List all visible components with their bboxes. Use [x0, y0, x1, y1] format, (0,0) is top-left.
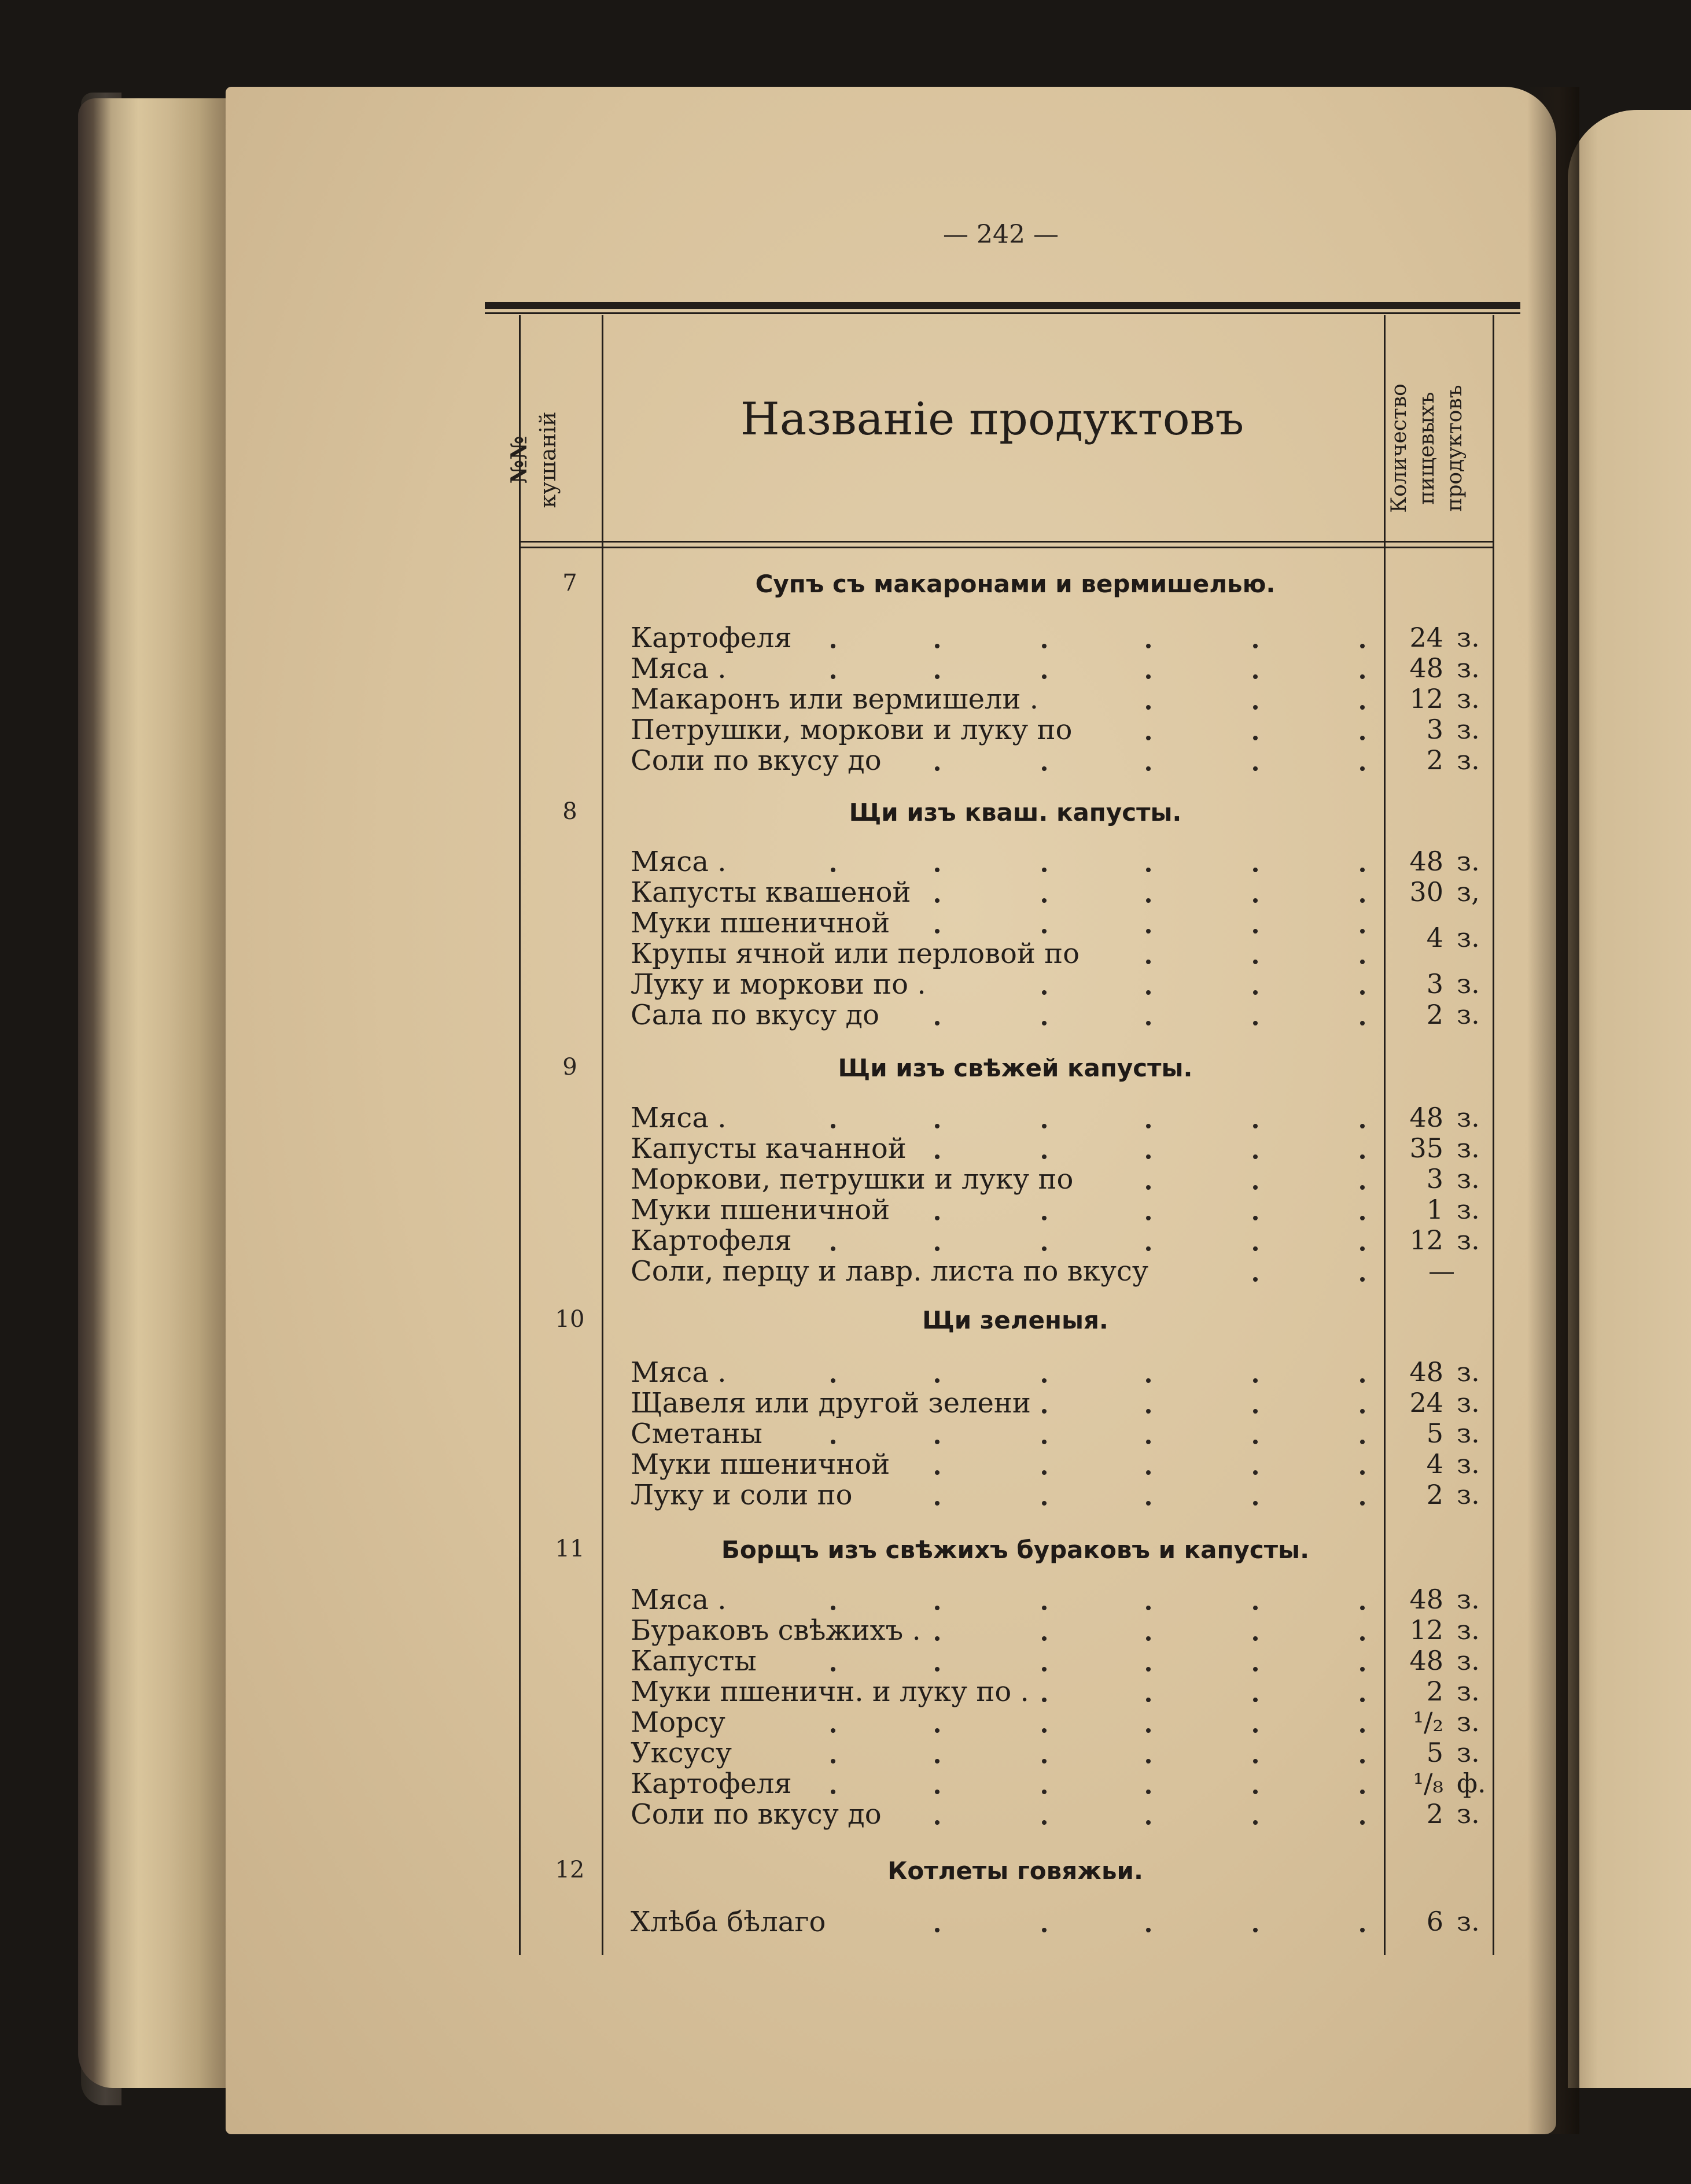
leader-dot [935, 1216, 940, 1220]
qty-value: 2 [1426, 1798, 1443, 1829]
dish-number: 10 [555, 1306, 585, 1333]
qty-unit: з. [1457, 1102, 1480, 1133]
leader-dot [1042, 1246, 1047, 1251]
leader-dot [1146, 1440, 1151, 1444]
leader-dot [1360, 1606, 1365, 1610]
qty-unit: з. [1457, 1737, 1480, 1768]
qty-unit: з. [1457, 1448, 1480, 1480]
leader-dot [935, 1440, 940, 1444]
leader-dot [1253, 1277, 1258, 1282]
leader-dot [1360, 1728, 1365, 1733]
leader-dot [935, 766, 940, 771]
leader-dot [1042, 898, 1047, 903]
qty-value: 3 [1426, 968, 1443, 999]
leader-dot [1360, 1501, 1365, 1506]
leader-dot [1253, 929, 1258, 934]
leader-dot [831, 868, 835, 872]
ingredient-name: Картофеля [631, 1224, 792, 1257]
qty-value: 12 [1409, 1614, 1443, 1646]
ingredient-name: Муки пшеничной [631, 907, 890, 939]
leader-dot [935, 1378, 940, 1383]
leader-dot [1146, 1728, 1151, 1733]
ingredient-name: Щавеля или другой зелени [631, 1387, 1031, 1419]
leader-dot [1253, 1636, 1258, 1641]
leader-dot [935, 1246, 940, 1251]
leader-dot [1146, 1606, 1151, 1610]
qty-value: 2 [1426, 744, 1443, 776]
leader-dot [1360, 1698, 1365, 1702]
leader-dot [1360, 1470, 1365, 1475]
qty-unit: з. [1457, 1356, 1480, 1388]
leader-dot [1360, 705, 1365, 710]
leader-dot [1042, 1759, 1047, 1764]
leader-dot [1146, 990, 1151, 995]
leader-dot [1042, 1667, 1047, 1672]
leader-dot [1146, 1124, 1151, 1128]
qty-value: 24 [1409, 622, 1443, 653]
leader-dot [1042, 1409, 1047, 1414]
leader-dot [935, 1667, 940, 1672]
leader-dot [1146, 929, 1151, 934]
leader-dot [831, 674, 835, 679]
leader-dot [1146, 736, 1151, 740]
leader-dot [1146, 1667, 1151, 1672]
leader-dot [1146, 644, 1151, 648]
dish-number: 9 [562, 1054, 577, 1080]
leader-dot [1360, 898, 1365, 903]
leader-dot [1042, 1378, 1047, 1383]
qty-value: ¹/₈ [1413, 1768, 1443, 1799]
leader-dot [1360, 766, 1365, 771]
ingredient-name: Сала по вкусу до [631, 999, 879, 1031]
leader-dot [1360, 1154, 1365, 1159]
leader-dot [1042, 1124, 1047, 1128]
qty-value: 4 [1426, 922, 1443, 953]
leader-dot [1146, 1501, 1151, 1506]
leader-dot [1146, 898, 1151, 903]
leader-dot [1253, 1440, 1258, 1444]
leader-dot [1042, 1790, 1047, 1794]
qty-unit: з. [1457, 1706, 1480, 1737]
leader-dot [1146, 1021, 1151, 1025]
qty-unit: з. [1457, 1798, 1480, 1829]
leader-dot [1146, 1759, 1151, 1764]
qty-value: 3 [1426, 1163, 1443, 1194]
leader-dot [1360, 1440, 1365, 1444]
leader-dot [1253, 1606, 1258, 1610]
leader-dot [1042, 1606, 1047, 1610]
leader-dot [935, 868, 940, 872]
leader-dot [1042, 1820, 1047, 1825]
leader-dot [1253, 1124, 1258, 1128]
leader-dot [831, 1759, 835, 1764]
leader-dot [1253, 1378, 1258, 1383]
qty-unit: з. [1457, 968, 1480, 999]
qty-unit: з. [1457, 1584, 1480, 1615]
leader-dot [1042, 1636, 1047, 1641]
leader-dot [1042, 1728, 1047, 1733]
leader-dot [1253, 1790, 1258, 1794]
ingredient-name: Петрушки, моркови и луку по [631, 714, 1073, 746]
leader-dot [1146, 1378, 1151, 1383]
leader-dot [1253, 674, 1258, 679]
header-qty-line3: продуктовъ [1443, 385, 1467, 512]
leader-dot [1146, 1636, 1151, 1641]
leader-dot [1253, 644, 1258, 648]
dish-title: Щи зеленыя. [922, 1306, 1108, 1334]
ingredient-name: Капусты качанной [631, 1132, 907, 1165]
leader-dot [1146, 1698, 1151, 1702]
dish-title: Супъ съ макаронами и вермишелью. [755, 570, 1276, 598]
qty-value: 12 [1409, 1224, 1443, 1256]
ingredient-name: Мяса . [631, 846, 727, 878]
leader-dot [1146, 1216, 1151, 1220]
leader-dot [1360, 960, 1365, 964]
leader-dot [831, 1124, 835, 1128]
qty-value: 48 [1409, 1102, 1443, 1133]
leader-dot [1042, 1501, 1047, 1506]
leader-dot [1253, 1021, 1258, 1025]
qty-value: 35 [1409, 1132, 1443, 1164]
leader-dot [1253, 898, 1258, 903]
qty-value: 6 [1426, 1906, 1443, 1937]
qty-unit: з. [1457, 1132, 1480, 1164]
page-number: — 242 — [943, 220, 1059, 249]
header-products-title: Названіе продуктовъ [740, 393, 1244, 445]
qty-unit: з. [1457, 622, 1480, 653]
ingredient-name: Капусты квашеной [631, 876, 911, 909]
leader-dot [1253, 1501, 1258, 1506]
qty-value: 48 [1409, 652, 1443, 684]
leader-dot [1253, 960, 1258, 964]
leader-dot [831, 1667, 835, 1672]
ingredient-name: Соли по вкусу до [631, 1798, 882, 1831]
leader-dot [1253, 1154, 1258, 1159]
qty-unit: з. [1457, 714, 1480, 745]
ingredient-name: Мяса . [631, 1584, 727, 1616]
leader-dot [1253, 868, 1258, 872]
leader-dot [1360, 736, 1365, 740]
leader-dot [1253, 1698, 1258, 1702]
leader-dot [1146, 1185, 1151, 1190]
ingredient-name: Картофеля [631, 622, 792, 654]
qty-value: 2 [1426, 999, 1443, 1030]
leader-dot [935, 644, 940, 648]
leader-dot [1253, 1185, 1258, 1190]
leader-dot [935, 1154, 940, 1159]
header-qty-line2: пищевыхъ [1415, 392, 1439, 505]
qty-unit: з. [1457, 683, 1480, 714]
leader-dot [1360, 1021, 1365, 1025]
dish-title: Щи изъ свѣжей капусты. [838, 1054, 1193, 1082]
leader-dot [1360, 1216, 1365, 1220]
qty-value: ¹/₂ [1413, 1706, 1443, 1737]
qty-unit: з. [1457, 1194, 1480, 1225]
ingredient-name: Картофеля [631, 1768, 792, 1800]
qty-unit: з. [1457, 1906, 1480, 1937]
ingredient-name: Муки пшеничн. и луку по . [631, 1676, 1029, 1708]
leader-dot [1042, 990, 1047, 995]
leader-dot [1360, 1759, 1365, 1764]
leader-dot [1360, 644, 1365, 648]
leader-dot [831, 1728, 835, 1733]
leader-dot [1146, 674, 1151, 679]
qty-value: 1 [1426, 1194, 1443, 1225]
dish-title: Борщъ изъ свѣжихъ бураковъ и капусты. [721, 1536, 1310, 1564]
qty-value: 30 [1409, 876, 1443, 907]
qty-unit: ф. [1457, 1768, 1486, 1799]
leader-dot [935, 1501, 940, 1506]
ingredient-name: Луку и моркови по . [631, 968, 926, 1001]
leader-dot [1360, 990, 1365, 995]
ingredient-name: Бураковъ свѣжихъ . [631, 1614, 921, 1647]
leader-dot [831, 1378, 835, 1383]
qty-value: 3 [1426, 714, 1443, 745]
leader-dot [831, 1606, 835, 1610]
qty-value: 48 [1409, 1356, 1443, 1388]
leader-dot [1042, 644, 1047, 648]
qty-value: 12 [1409, 683, 1443, 714]
ingredient-name: Хлѣба бѣлаго [631, 1906, 826, 1938]
ingredient-name: Луку и соли по [631, 1479, 853, 1511]
dish-title: Щи изъ кваш. капусты. [849, 798, 1182, 827]
dish-number: 12 [555, 1857, 585, 1883]
qty-unit: з. [1457, 922, 1480, 953]
leader-dot [1042, 766, 1047, 771]
qty-unit: з. [1457, 744, 1480, 776]
leader-dot [1146, 1470, 1151, 1475]
leader-dot [935, 1820, 940, 1825]
qty-value: 2 [1426, 1479, 1443, 1510]
leader-dot [1253, 990, 1258, 995]
leader-dot [831, 644, 835, 648]
ingredient-name: Соли, перцу и лавр. листа по вкусу [631, 1255, 1149, 1287]
qty-unit: з. [1457, 999, 1480, 1030]
leader-dot [935, 929, 940, 934]
ingredient-name: Макаронъ или вермишели . [631, 683, 1039, 715]
leader-dot [1360, 1928, 1365, 1932]
leader-dot [1042, 1928, 1047, 1932]
header-number-label: кушаній [535, 411, 561, 508]
leader-dot [1253, 705, 1258, 710]
qty-unit: з. [1457, 1163, 1480, 1194]
ingredient-name: Уксусу [631, 1737, 732, 1769]
qty-unit: з. [1457, 1676, 1480, 1707]
qty-value: 48 [1409, 1584, 1443, 1615]
leader-dot [1360, 1667, 1365, 1672]
leader-dot [1253, 1216, 1258, 1220]
leader-dot [1146, 766, 1151, 771]
leader-dot [1360, 1246, 1365, 1251]
leader-dot [1360, 1790, 1365, 1794]
leader-dot [1253, 1928, 1258, 1932]
leader-dot [1360, 1820, 1365, 1825]
leader-dot [1253, 1246, 1258, 1251]
leader-dot [1253, 736, 1258, 740]
ingredient-name: Сметаны [631, 1418, 762, 1450]
qty-value: 4 [1426, 1448, 1443, 1480]
leader-dot [1042, 1440, 1047, 1444]
leader-dot [1253, 1820, 1258, 1825]
leader-dot [1146, 868, 1151, 872]
qty-value: 2 [1426, 1676, 1443, 1707]
leader-dot [935, 1124, 940, 1128]
ingredient-name: Муки пшеничной [631, 1194, 890, 1226]
leader-dot [1042, 1698, 1047, 1702]
leader-dot [1146, 960, 1151, 964]
leader-dot [1146, 1246, 1151, 1251]
ingredient-name: Капусты [631, 1645, 757, 1677]
leader-dot [935, 674, 940, 679]
ingredient-name: Крупы ячной или перловой по [631, 938, 1080, 970]
qty-unit: з, [1457, 876, 1480, 907]
ingredient-name: Соли по вкусу до [631, 744, 882, 777]
qty-value: 5 [1426, 1418, 1443, 1449]
ingredient-name: Муки пшеничной [631, 1448, 890, 1481]
leader-dot [935, 1470, 940, 1475]
leader-dot [1253, 1728, 1258, 1733]
leader-dot [1360, 1124, 1365, 1128]
leader-dot [1360, 674, 1365, 679]
qty-value: 5 [1426, 1737, 1443, 1768]
leader-dot [1042, 674, 1047, 679]
leader-dot [1360, 1185, 1365, 1190]
ingredient-name: Мяса . [631, 1102, 727, 1134]
leader-dot [1042, 1021, 1047, 1025]
leader-dot [1042, 1154, 1047, 1159]
qty-unit: з. [1457, 846, 1480, 877]
leader-dot [935, 1790, 940, 1794]
leader-dot [1360, 929, 1365, 934]
leader-dot [935, 1636, 940, 1641]
qty-unit: з. [1457, 1614, 1480, 1646]
leader-dot [831, 1790, 835, 1794]
qty-unit: з. [1457, 1387, 1480, 1418]
ingredient-name: Мяса . [631, 652, 727, 685]
leader-dot [1042, 868, 1047, 872]
qty-unit: з. [1457, 1224, 1480, 1256]
qty-value: 24 [1409, 1387, 1443, 1418]
leader-dot [935, 1728, 940, 1733]
ingredient-name: Моркови, петрушки и луку по [631, 1163, 1074, 1196]
leader-dot [935, 1606, 940, 1610]
qty-value: 48 [1409, 1645, 1443, 1676]
qty-unit: з. [1457, 1418, 1480, 1449]
leader-dot [831, 1440, 835, 1444]
leader-dot [1146, 1409, 1151, 1414]
leader-dot [1042, 1216, 1047, 1220]
leader-dot [1360, 868, 1365, 872]
leader-dot [1360, 1409, 1365, 1414]
dish-number: 11 [555, 1536, 585, 1562]
leader-dot [1360, 1277, 1365, 1282]
leader-dot [1146, 1790, 1151, 1794]
ingredient-name: Морсу [631, 1706, 725, 1739]
qty-unit: з. [1457, 652, 1480, 684]
leader-dot [935, 1759, 940, 1764]
leader-dot [831, 1246, 835, 1251]
leader-dot [1042, 1470, 1047, 1475]
header-qty-line1: Количество [1387, 383, 1411, 513]
leader-dot [1253, 1759, 1258, 1764]
leader-dot [1253, 1470, 1258, 1475]
leader-dot [1146, 1154, 1151, 1159]
leader-dot [1253, 1409, 1258, 1414]
ingredient-name: Мяса . [631, 1356, 727, 1389]
leader-dot [1042, 929, 1047, 934]
leader-dot [1146, 705, 1151, 710]
leader-dot [935, 1021, 940, 1025]
qty-unit: з. [1457, 1645, 1480, 1676]
leader-dot [1360, 1378, 1365, 1383]
qty-value: 48 [1409, 846, 1443, 877]
dish-number: 7 [562, 570, 577, 596]
dish-number: 8 [562, 798, 577, 825]
qty-value: — [1428, 1255, 1455, 1286]
leader-dot [1146, 1928, 1151, 1932]
leader-dot [1146, 1820, 1151, 1825]
leader-dot [1360, 1636, 1365, 1641]
dish-title: Котлеты говяжьи. [887, 1857, 1143, 1885]
leader-dot [935, 898, 940, 903]
leader-dot [935, 1928, 940, 1932]
leader-dot [1253, 1667, 1258, 1672]
qty-unit: з. [1457, 1479, 1480, 1510]
leader-dot [1253, 766, 1258, 771]
header-number-symbol: №№ [506, 436, 532, 484]
